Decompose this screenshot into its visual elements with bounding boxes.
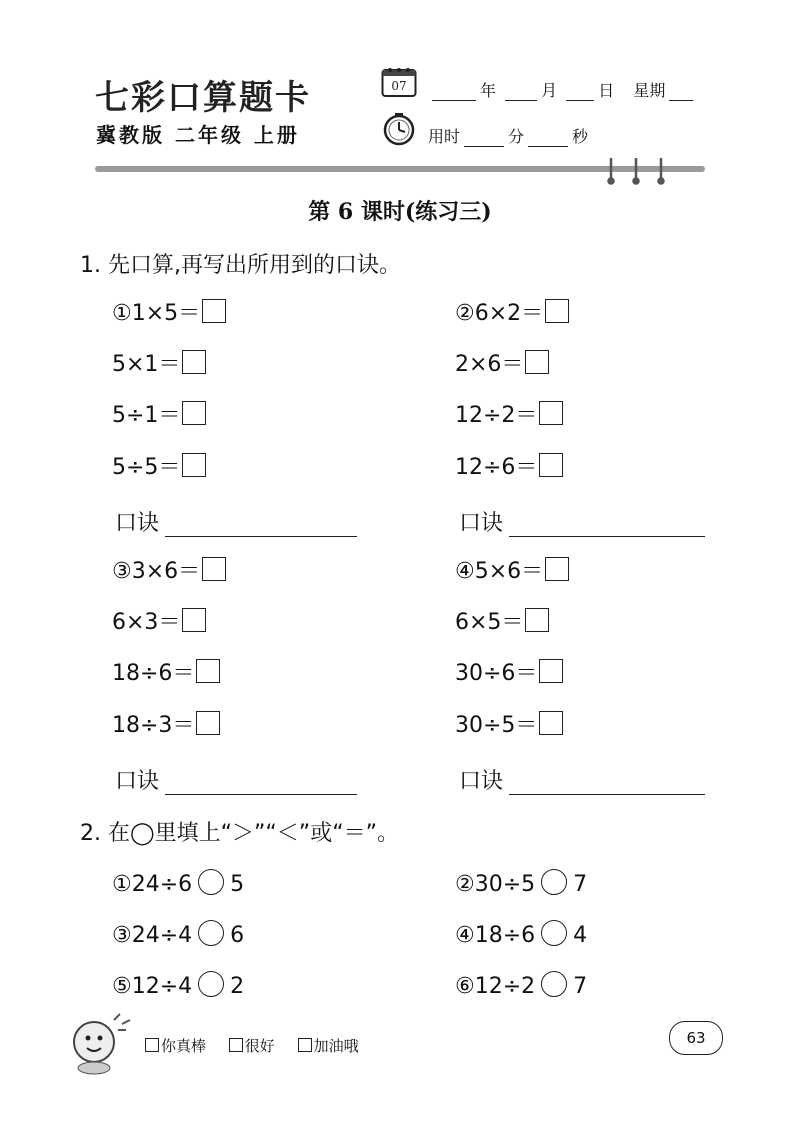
page-number: 63: [669, 1021, 723, 1055]
compare-item: ⑤12÷4 2: [112, 971, 244, 1000]
koujue-input[interactable]: [165, 772, 357, 795]
month-blank[interactable]: [505, 86, 537, 101]
compare-item: ④18÷6 4: [455, 920, 587, 949]
compare-circle[interactable]: [198, 920, 224, 946]
compare-item: ②30÷5 7: [455, 869, 587, 898]
rating-option: 很好: [229, 1037, 275, 1055]
q1-item: ④5×6＝: [455, 557, 569, 585]
answer-box[interactable]: [545, 299, 569, 323]
koujue-input[interactable]: [165, 514, 357, 537]
weekday-blank[interactable]: [669, 86, 693, 101]
koujue-row: [459, 764, 705, 795]
calendar-icon: [381, 66, 417, 98]
answer-box[interactable]: [525, 350, 549, 374]
question-2-prompt: 2. 在◯里填上“＞”“＜”或“＝”。: [80, 821, 399, 846]
q1-item: 18÷3＝: [112, 711, 220, 739]
answer-box[interactable]: [539, 659, 563, 683]
weekday-label: 星期: [633, 81, 666, 100]
answer-box[interactable]: [182, 453, 206, 477]
rating-checkbox[interactable]: [145, 1038, 159, 1052]
clock-icon: [381, 112, 417, 146]
q1-item: 12÷2＝: [455, 401, 563, 429]
q1-item: 30÷6＝: [455, 659, 563, 687]
q1-item: 30÷5＝: [455, 711, 563, 739]
koujue-row: [115, 764, 357, 795]
koujue-label: 口诀: [459, 769, 504, 794]
compare-circle[interactable]: [541, 920, 567, 946]
q1-item: 5÷1＝: [112, 401, 206, 429]
date-fields: [428, 78, 697, 101]
second-blank[interactable]: [528, 132, 568, 147]
rating-option: 加油哦: [298, 1037, 359, 1055]
answer-box[interactable]: [196, 711, 220, 735]
q1-item: 12÷6＝: [455, 453, 563, 481]
q1-item: 6×3＝: [112, 608, 206, 636]
answer-box[interactable]: [539, 711, 563, 735]
answer-box[interactable]: [182, 350, 206, 374]
answer-box[interactable]: [196, 659, 220, 683]
answer-box[interactable]: [525, 608, 549, 632]
year-blank[interactable]: [432, 86, 476, 101]
brand-title: 七彩口算题卡: [95, 78, 311, 118]
time-label: 用时: [428, 127, 461, 146]
edition-label: 冀教版 二年级 上册: [96, 123, 300, 147]
mascot-icon: [64, 1008, 136, 1078]
koujue-label: 口诀: [459, 511, 504, 536]
answer-box[interactable]: [202, 299, 226, 323]
q1-item: ③3×6＝: [112, 557, 226, 585]
minute-label: 分: [508, 127, 525, 146]
koujue-input[interactable]: [509, 514, 705, 537]
answer-box[interactable]: [545, 557, 569, 581]
compare-item: ③24÷4 6: [112, 920, 244, 949]
rating-option: 你真棒: [145, 1037, 206, 1055]
day-label: 日: [598, 81, 615, 100]
q1-item: 5×1＝: [112, 350, 206, 378]
compare-circle[interactable]: [541, 971, 567, 997]
calendar-number: 07: [391, 79, 407, 93]
q1-item: 2×6＝: [455, 350, 549, 378]
lesson-title: 第 6 课时(练习三): [308, 199, 492, 225]
q1-item: 18÷6＝: [112, 659, 220, 687]
self-rating: [145, 1035, 377, 1056]
compare-circle[interactable]: [198, 971, 224, 997]
minute-blank[interactable]: [464, 132, 504, 147]
q1-item: ①1×5＝: [112, 299, 226, 327]
second-label: 秒: [572, 127, 589, 146]
koujue-label: 口诀: [115, 511, 160, 536]
year-label: 年: [480, 81, 497, 100]
answer-box[interactable]: [182, 608, 206, 632]
rating-checkbox[interactable]: [298, 1038, 312, 1052]
koujue-label: 口诀: [115, 769, 160, 794]
answer-box[interactable]: [539, 453, 563, 477]
q1-item: 5÷5＝: [112, 453, 206, 481]
koujue-input[interactable]: [509, 772, 705, 795]
koujue-row: [459, 506, 705, 537]
answer-box[interactable]: [202, 557, 226, 581]
rating-checkbox[interactable]: [229, 1038, 243, 1052]
month-label: 月: [541, 81, 558, 100]
time-fields: [428, 124, 588, 147]
question-1-prompt: 1. 先口算,再写出所用到的口诀。: [80, 253, 401, 278]
q1-item: ②6×2＝: [455, 299, 569, 327]
koujue-row: [115, 506, 357, 537]
compare-item: ①24÷6 5: [112, 869, 244, 898]
answer-box[interactable]: [182, 401, 206, 425]
compare-item: ⑥12÷2 7: [455, 971, 587, 1000]
binder-rings-icon: [600, 155, 680, 185]
q1-item: 6×5＝: [455, 608, 549, 636]
compare-circle[interactable]: [541, 869, 567, 895]
day-blank[interactable]: [566, 86, 594, 101]
compare-circle[interactable]: [198, 869, 224, 895]
answer-box[interactable]: [539, 401, 563, 425]
